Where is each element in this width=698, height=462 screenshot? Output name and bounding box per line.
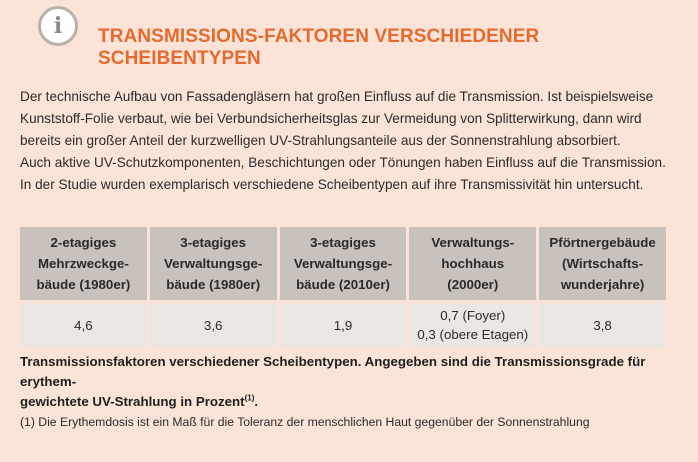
column-header	[539, 227, 666, 300]
column-header	[409, 227, 536, 300]
table-cell	[150, 303, 277, 347]
intro-line: Kunststoff-Folie verbaut, wie bei Verbundsicherheitsglas zur Vermeidung von Splitterwirkung, dann wird	[20, 111, 642, 126]
caption-line-2-end: .	[254, 394, 259, 409]
caption-line-2	[20, 392, 680, 412]
caption-line-2-text: gewichtete UV-Strahlung in Prozent	[20, 394, 245, 409]
cell-value: 3,8	[593, 317, 612, 333]
column-header-line: 3-etagiges	[180, 235, 247, 250]
table-header-row	[20, 227, 666, 300]
cell-value: 3,6	[203, 317, 223, 333]
column-header-line: 3-etagiges	[310, 235, 376, 250]
caption-line-1: Transmissionsfaktoren verschiedener Scheibentypen. Angegeben sind die Transmissionsgrade für erythem-	[20, 354, 646, 389]
column-header-line: (2000er)	[447, 277, 499, 292]
intro-line: bereits ein großer Anteil der kurzwelligen UV-Strahlungsanteile aus der Sonnenstrahlung absorbiert.	[20, 133, 621, 148]
column-header-line: bäude (1980er)	[36, 277, 131, 292]
column-header-line: (Wirtschafts-	[562, 256, 644, 271]
intro-line: Auch aktive UV-Schutzkomponenten, Beschichtungen oder Tönungen haben Einfluss auf die Transmission.	[20, 155, 666, 170]
column-header-line: Verwaltungs-	[431, 235, 515, 250]
table-cell	[280, 303, 407, 347]
column-header-line: wunderjahre)	[560, 277, 645, 292]
column-header-line: Verwaltungsge-	[164, 256, 263, 271]
footnote-marker: (1)	[244, 393, 255, 403]
box-title-line-2: SCHEIBENTYPEN	[98, 48, 261, 69]
table-cell	[539, 303, 666, 347]
table-row	[20, 303, 666, 347]
column-header	[150, 227, 277, 300]
transmission-table	[17, 224, 669, 350]
column-header-line: bäude (2010er)	[296, 277, 390, 292]
column-header-line: Pförtnergebäude	[549, 235, 656, 250]
table-cell	[409, 303, 536, 347]
cell-value: 4,6	[74, 317, 93, 333]
column-header-line: hochhaus	[441, 256, 505, 271]
info-icon-glyph: i	[53, 13, 63, 39]
box-title-line-1: TRANSMISSIONS-FAKTOREN VERSCHIEDENER	[98, 26, 540, 47]
cell-value: 0,7 (Foyer)	[440, 308, 506, 323]
intro-text	[20, 86, 690, 196]
table-cell	[20, 303, 147, 347]
column-header-line: bäude (1980er)	[166, 277, 261, 292]
footnote: (1) Die Erythemdosis ist ein Maß für die Toleranz der menschlichen Haut gegenüber der Sonnenstrahlung	[20, 415, 590, 429]
table-caption	[20, 352, 680, 412]
column-header	[280, 227, 407, 300]
cell-value: 0,3 (obere Etagen)	[417, 327, 529, 342]
column-header-line: Verwaltungsge-	[293, 256, 393, 271]
column-header-line: Mehrzweckge-	[37, 256, 129, 271]
box-title	[98, 26, 638, 70]
cell-value: 1,9	[333, 317, 353, 333]
intro-line: In der Studie wurden exemplarisch verschiedene Scheibentypen auf ihre Transmissivität hin untersucht.	[20, 177, 644, 192]
info-icon	[38, 6, 78, 46]
column-header-line: 2-etagiges	[50, 235, 117, 250]
intro-line: Der technische Aufbau von Fassadengläsern hat großen Einfluss auf die Transmission. Ist beispielsweise	[20, 89, 654, 104]
column-header	[20, 227, 147, 300]
transmission-table-wrapper	[20, 224, 672, 350]
